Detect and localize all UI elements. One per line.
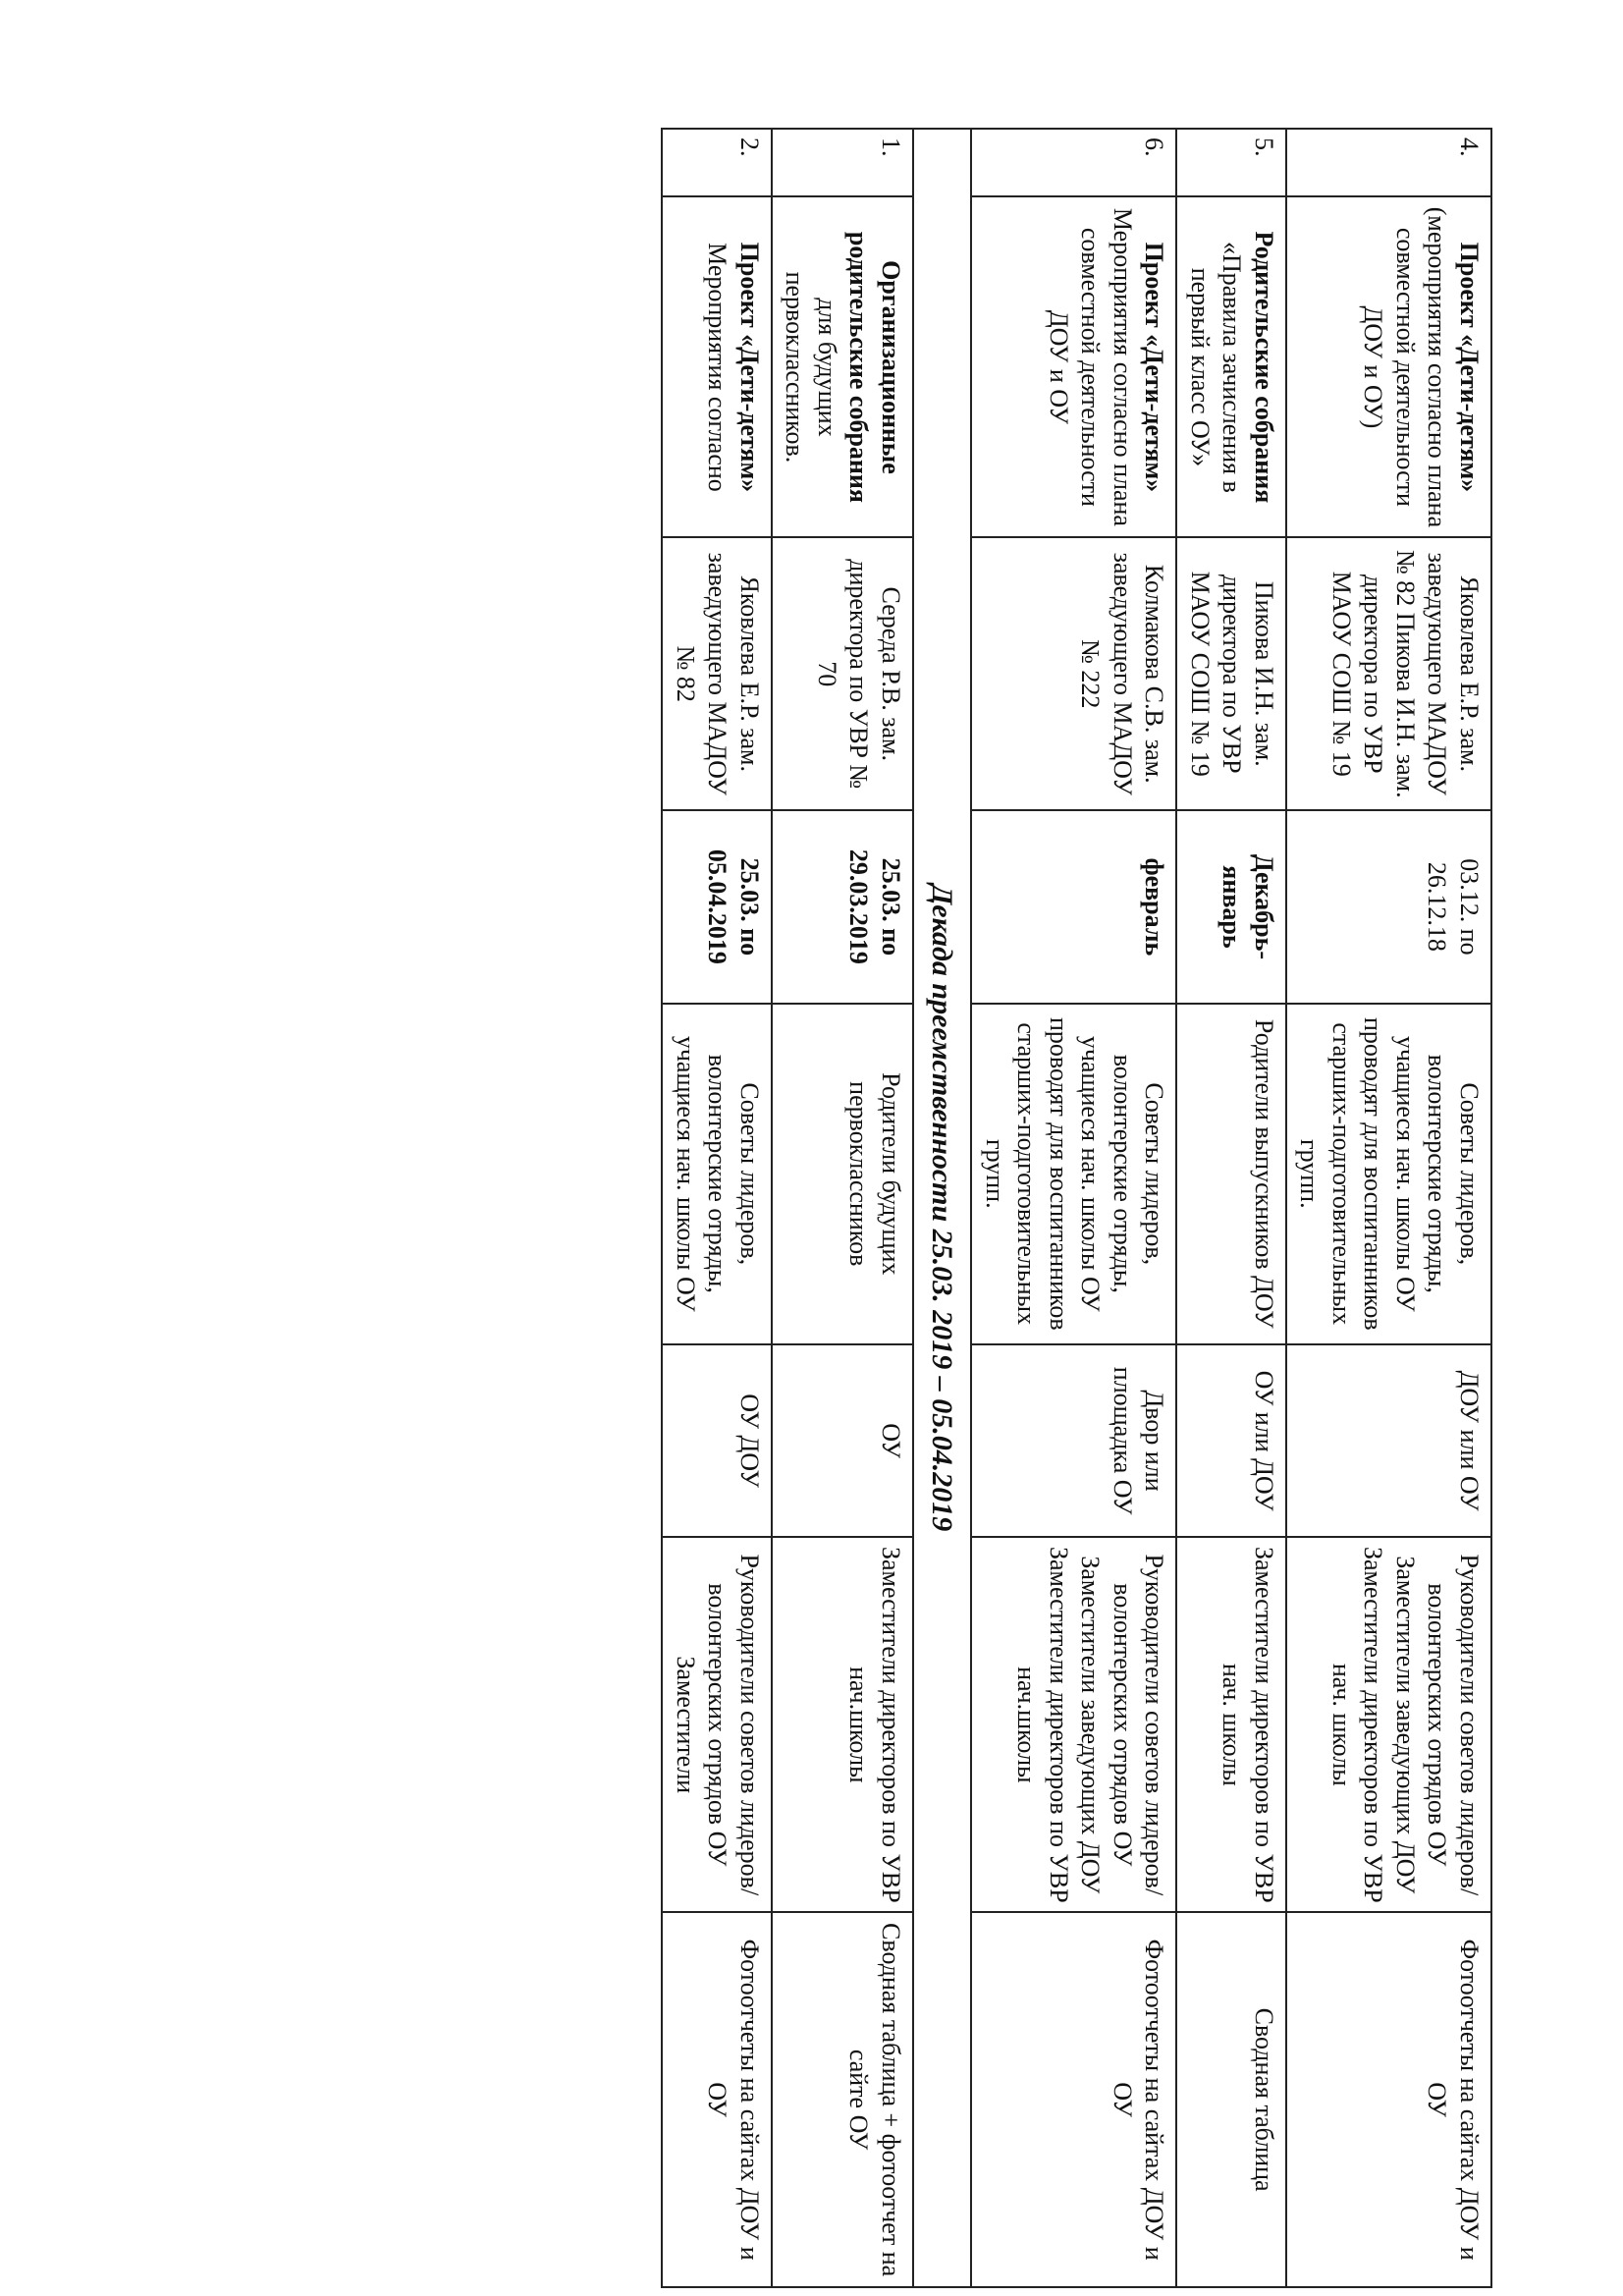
organizers-cell: Руководители советов лидеров/волонтерских отрядов ОУ Заместители xyxy=(663,1537,773,1912)
result-cell: Фотоотчеты на сайтах ДОУ и ОУ xyxy=(1286,1912,1491,2287)
date-cell xyxy=(1286,810,1491,1004)
participants-cell: Советы лидеров, волонтерские отряды, учащиеся нач. школы ОУ проводят для воспитанников старших-подготовительных групп. xyxy=(1286,1004,1491,1344)
responsible-cell: Середа Р.В. зам. директора по УВР № 70 xyxy=(772,537,913,810)
table-row xyxy=(663,129,773,2287)
date-cell xyxy=(1177,810,1287,1004)
result-cell: Сводная таблица xyxy=(1177,1912,1287,2287)
place-cell: ОУ ДОУ xyxy=(663,1344,773,1538)
event-description: для будущих первоклассников. xyxy=(781,271,841,464)
event-title: Организационные родительские собрания xyxy=(844,231,905,503)
table-row xyxy=(972,129,1177,2287)
event-cell xyxy=(663,196,773,537)
row-number: 6. xyxy=(972,129,1177,196)
event-description: Мероприятия согласно xyxy=(703,243,732,492)
date-text: февраль xyxy=(1140,857,1169,957)
responsible-cell: Пикова И.Н. зам. директора по УВР МАОУ СОШ № 19 xyxy=(1177,537,1287,810)
decade-title: Декада преемственности 25.03. 2019 – 05.04.2019 xyxy=(913,129,972,2287)
event-title: Родительские собрания xyxy=(1250,231,1278,504)
row-number: 4. xyxy=(1286,129,1491,196)
place-cell: ОУ или ДОУ xyxy=(1177,1344,1287,1538)
responsible-cell: Колмакова С.В. зам. заведующего МАДОУ № 222 xyxy=(972,537,1177,810)
place-cell: ДОУ или ОУ xyxy=(1286,1344,1491,1538)
participants-cell: Советы лидеров, волонтерские отряды, учащиеся нач. школы ОУ проводят для воспитанников старших-подготовительных групп. xyxy=(972,1004,1177,1344)
event-description: Мероприятия согласно плана совместной деятельности ДОУ и ОУ xyxy=(1045,207,1137,526)
plan-table xyxy=(662,128,1493,2288)
participants-cell: Родители выпускников ДОУ xyxy=(1177,1004,1287,1344)
date-cell xyxy=(663,810,773,1004)
result-cell: Сводная таблица + фотоотчет на сайте ОУ xyxy=(772,1912,913,2287)
event-title: Проект «Дети-детям» xyxy=(1455,242,1484,493)
organizers-cell: Руководители советов лидеров/волонтерских отрядов ОУ Заместители заведующих ДОУ Заместители директоров по УВР нач.школы xyxy=(972,1537,1177,1912)
date-text: Декабрь-январь xyxy=(1217,853,1278,960)
participants-cell: Советы лидеров, волонтерские отряды, учащиеся нач. школы ОУ xyxy=(663,1004,773,1344)
event-cell xyxy=(1177,196,1287,537)
organizers-cell: Заместители директоров по УВР нач. школы xyxy=(1177,1537,1287,1912)
event-title: Проект «Дети-детям» xyxy=(1140,242,1169,493)
date-text: 03.12. по 26.12.18 xyxy=(1423,858,1484,956)
row-number: 1. xyxy=(772,129,913,196)
date-cell xyxy=(972,810,1177,1004)
participants-cell: Родители будущих первоклассников xyxy=(772,1004,913,1344)
row-number: 5. xyxy=(1177,129,1287,196)
table-row xyxy=(1177,129,1287,2287)
date-text: 25.03. по 29.03.2019 xyxy=(844,848,905,964)
place-cell: Двор или площадка ОУ xyxy=(972,1344,1177,1538)
event-cell xyxy=(772,196,913,537)
event-title: Проект «Дети-детям» xyxy=(735,242,764,493)
event-cell xyxy=(1286,196,1491,537)
event-description: «Правила зачисления в первый класс ОУ» xyxy=(1186,241,1247,493)
table-row xyxy=(772,129,913,2287)
result-cell: Фотоотчеты на сайтах ДОУ и ОУ xyxy=(972,1912,1177,2287)
organizers-cell: Заместители директоров по УВР нач.школы xyxy=(772,1537,913,1912)
responsible-cell: Яковлева Е.Р. зам. заведующего МАДОУ № 82 Пикова И.Н. зам. директора по УВР МАОУ СОШ № 19 xyxy=(1286,537,1491,810)
date-text: 25.03. по 05.04.2019 xyxy=(703,848,764,964)
event-cell xyxy=(972,196,1177,537)
result-cell: Фотоотчеты на сайтах ДОУ и ОУ xyxy=(663,1912,773,2287)
row-number: 2. xyxy=(663,129,773,196)
organizers-cell: Руководители советов лидеров/волонтерских отрядов ОУ Заместители заведующих ДОУ Заместители директоров по УВР нач. школы xyxy=(1286,1537,1491,1912)
date-cell xyxy=(772,810,913,1004)
responsible-cell: Яковлева Е.Р. зам. заведующего МАДОУ № 82 xyxy=(663,537,773,810)
place-cell: ОУ xyxy=(772,1344,913,1538)
rotated-page xyxy=(118,128,1492,2288)
event-description: (мероприятия согласно плана совместной деятельности ДОУ и ОУ) xyxy=(1359,206,1452,528)
table-row xyxy=(1286,129,1491,2287)
